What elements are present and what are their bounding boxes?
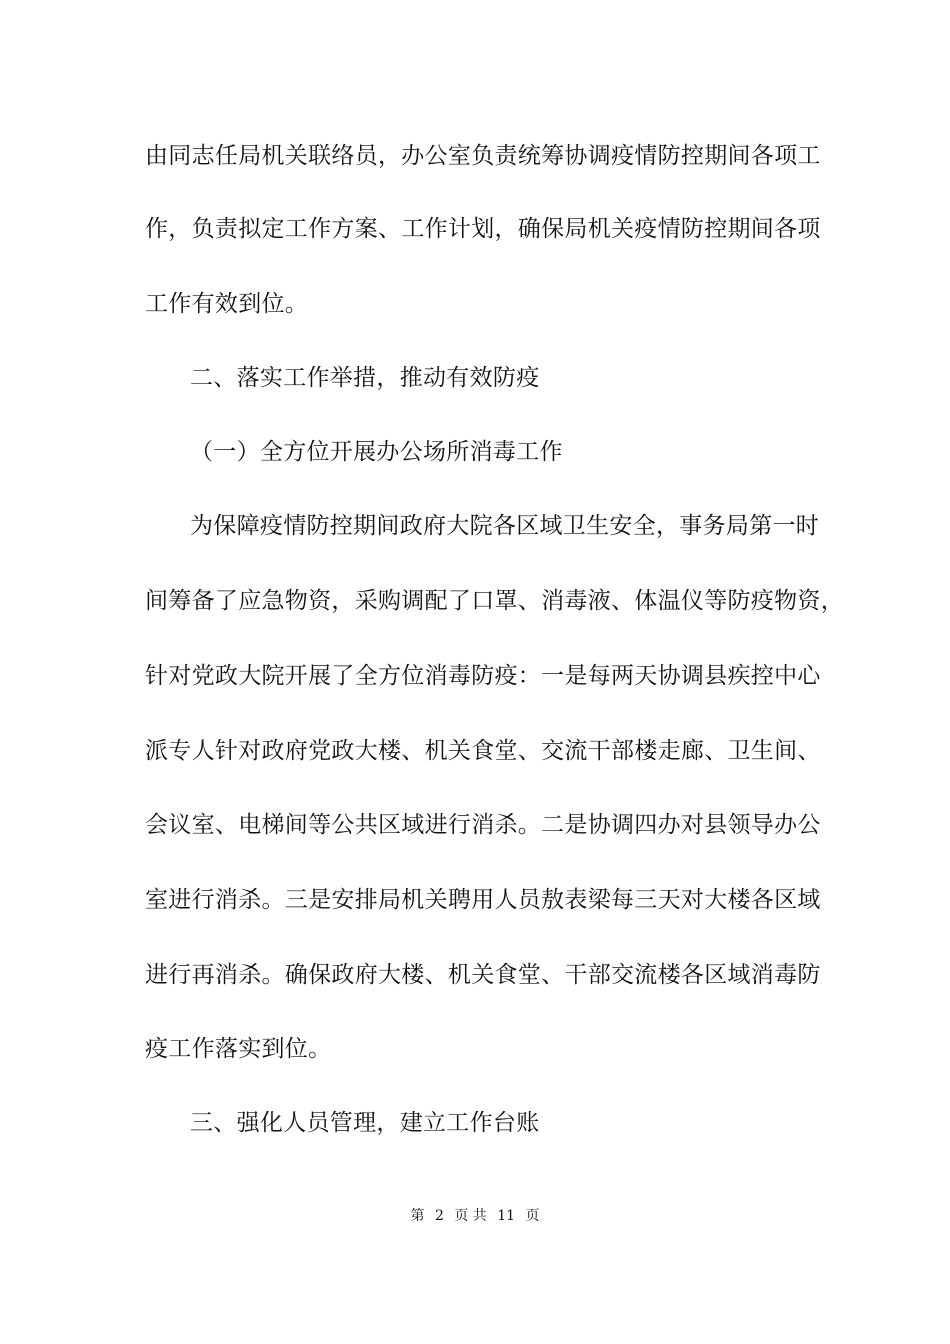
body-text-line: 进行再消杀。确保政府大楼、机关食堂、干部交流楼各区域消毒防 [145,962,821,988]
body-text-line: 疫工作落实到位。 [145,1036,332,1062]
subsection-heading: （一）全方位开展办公场所消毒工作 [190,439,563,465]
body-text-line: 会议室、电梯间等公共区域进行消杀。二是协调四办对县领导办公 [145,812,821,838]
page-footer [0,1207,950,1225]
section-heading: 三、强化人员管理，建立工作台账 [190,1110,540,1136]
body-text-line: 室进行消杀。三是安排局机关聘用人员敖表梁每三天对大楼各区域 [145,887,821,913]
body-text-line: 作，负责拟定工作方案、工作计划，确保局机关疫情防控期间各项 [145,216,821,242]
footer-page-number: 2 [434,1208,444,1224]
footer-suffix: 页 [525,1208,540,1224]
footer-middle: 页 共 [454,1208,487,1224]
body-text-line: 间筹备了应急物资，采购调配了口罩、消毒液、体温仪等防疫物资， [145,588,844,614]
body-text-line: 工作有效到位。 [145,291,309,317]
body-text-line: 针对党政大院开展了全方位消毒防疫：一是每两天协调县疾控中心 [145,663,821,689]
body-text-line: 派专人针对政府党政大楼、机关食堂、交流干部楼走廊、卫生间、 [145,738,821,764]
footer-total-pages: 11 [497,1208,516,1224]
section-heading: 二、落实工作举措，推动有效防疫 [190,365,540,391]
body-text-line: 由同志任局机关联络员，办公室负责统筹协调疫情防控期间各项工 [145,143,821,169]
body-text-line: 为保障疫情防控期间政府大院各区域卫生安全，事务局第一时 [190,513,820,539]
footer-prefix: 第 [410,1208,425,1224]
